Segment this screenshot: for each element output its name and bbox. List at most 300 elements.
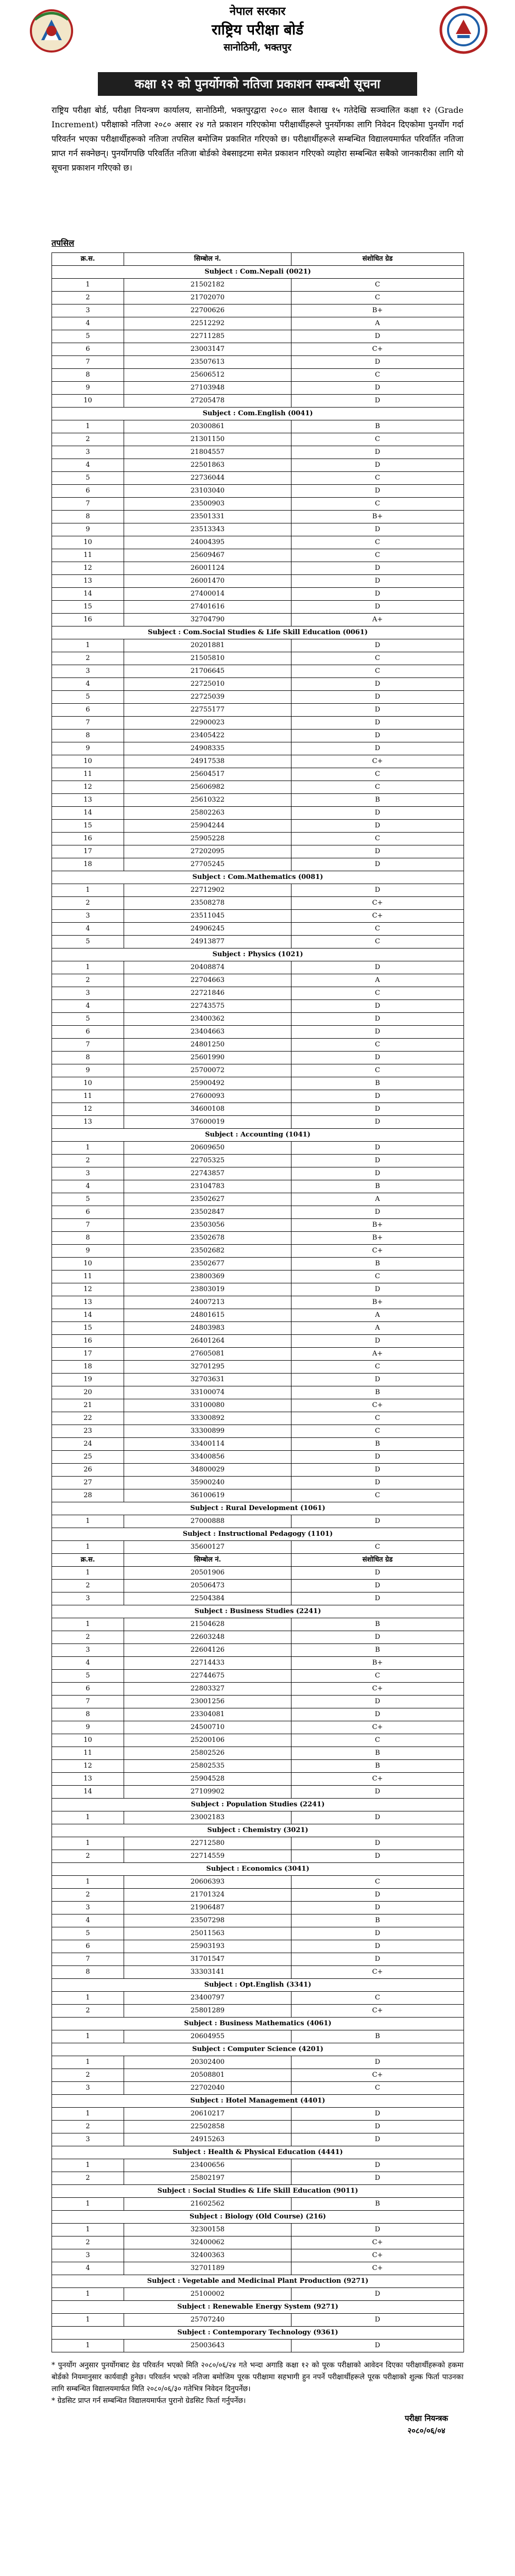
row-sn: 18 xyxy=(52,1361,124,1374)
row-symbol: 25606512 xyxy=(124,369,291,382)
table-row xyxy=(52,2030,464,2043)
row-grade: C xyxy=(291,1064,464,1077)
table-row xyxy=(52,1193,464,1206)
row-sn: 3 xyxy=(52,1902,124,1914)
row-sn: 14 xyxy=(52,1786,124,1799)
row-sn: 7 xyxy=(52,1953,124,1966)
row-sn: 1 xyxy=(52,2056,124,2069)
row-symbol: 25700072 xyxy=(124,1064,291,1077)
row-symbol: 35900240 xyxy=(124,1477,291,1489)
row-sn: 7 xyxy=(52,1696,124,1708)
row-symbol: 23511045 xyxy=(124,910,291,923)
row-grade: D xyxy=(291,1103,464,1116)
row-sn: 12 xyxy=(52,1760,124,1773)
table-row xyxy=(52,961,464,974)
row-grade: D xyxy=(291,1052,464,1064)
row-grade: B xyxy=(291,1644,464,1657)
row-sn: 1 xyxy=(52,2224,124,2236)
table-row xyxy=(52,1541,464,1554)
row-grade: C xyxy=(291,936,464,948)
row-grade: D xyxy=(291,1580,464,1592)
table-row xyxy=(52,1000,464,1013)
row-sn: 8 xyxy=(52,1708,124,1721)
table-row xyxy=(52,1090,464,1103)
row-symbol: 33300892 xyxy=(124,1412,291,1425)
row-sn: 10 xyxy=(52,1077,124,1090)
row-grade: D xyxy=(291,884,464,897)
header-sn: क्र.स. xyxy=(52,1554,124,1567)
table-row xyxy=(52,2172,464,2185)
row-grade: B+ xyxy=(291,1219,464,1232)
subject-heading: Subject : Hotel Management (4401) xyxy=(52,2095,464,2108)
table-row xyxy=(52,1876,464,1889)
subject-heading: Subject : Business Studies (2241) xyxy=(52,1605,464,1618)
table-row xyxy=(52,549,464,562)
row-sn: 1 xyxy=(52,1618,124,1631)
row-symbol: 21701324 xyxy=(124,1889,291,1902)
row-symbol: 26001124 xyxy=(124,562,291,575)
row-symbol: 20606393 xyxy=(124,1876,291,1889)
table-row xyxy=(52,1155,464,1167)
row-grade: B xyxy=(291,1438,464,1451)
row-grade: C+ xyxy=(291,1966,464,1979)
table-row xyxy=(52,2288,464,2301)
row-grade: C+ xyxy=(291,2069,464,2082)
row-sn: 6 xyxy=(52,1206,124,1219)
row-symbol: 23002183 xyxy=(124,1811,291,1824)
row-grade: D xyxy=(291,2133,464,2146)
row-grade: D xyxy=(291,382,464,395)
table-row xyxy=(52,317,464,330)
row-sn: 2 xyxy=(52,1155,124,1167)
row-symbol: 21502182 xyxy=(124,279,291,292)
row-sn: 15 xyxy=(52,1322,124,1335)
table-row xyxy=(52,1245,464,1258)
row-sn: 13 xyxy=(52,575,124,588)
table-row xyxy=(52,1180,464,1193)
table-row xyxy=(52,717,464,730)
row-symbol: 24803983 xyxy=(124,1322,291,1335)
row-symbol: 33300899 xyxy=(124,1425,291,1438)
row-symbol: 36100619 xyxy=(124,1489,291,1502)
row-symbol: 27400014 xyxy=(124,588,291,601)
row-symbol: 32300158 xyxy=(124,2224,291,2236)
row-sn: 13 xyxy=(52,794,124,807)
row-grade: C xyxy=(291,923,464,936)
row-grade: D xyxy=(291,1090,464,1103)
row-grade: A+ xyxy=(291,614,464,626)
row-symbol: 37600019 xyxy=(124,1116,291,1129)
row-symbol: 20501906 xyxy=(124,1567,291,1580)
table-row xyxy=(52,768,464,781)
row-grade: D xyxy=(291,2314,464,2327)
row-grade: D xyxy=(291,1927,464,1940)
header-sn: क्र.स. xyxy=(52,253,124,266)
row-symbol: 23400362 xyxy=(124,1013,291,1026)
row-symbol: 23513343 xyxy=(124,523,291,536)
table-row xyxy=(52,1850,464,1863)
row-symbol: 25905228 xyxy=(124,833,291,845)
subject-heading: Subject : Opt.English (3341) xyxy=(52,1979,464,1992)
row-grade: C xyxy=(291,369,464,382)
row-symbol: 23508278 xyxy=(124,897,291,910)
row-symbol: 20610217 xyxy=(124,2108,291,2121)
table-row xyxy=(52,304,464,317)
row-symbol: 25802263 xyxy=(124,807,291,820)
row-symbol: 22743857 xyxy=(124,1167,291,1180)
row-symbol: 32703631 xyxy=(124,1374,291,1386)
row-symbol: 22743575 xyxy=(124,1000,291,1013)
row-symbol: 33100080 xyxy=(124,1399,291,1412)
row-sn: 3 xyxy=(52,1167,124,1180)
row-sn: 5 xyxy=(52,1013,124,1026)
table-row xyxy=(52,1811,464,1824)
header-grade: संशोधित ग्रेड xyxy=(291,1554,464,1567)
table-row xyxy=(52,2133,464,2146)
row-symbol: 23502682 xyxy=(124,1245,291,1258)
row-sn: 2 xyxy=(52,974,124,987)
row-grade: C+ xyxy=(291,1399,464,1412)
row-grade: D xyxy=(291,1837,464,1850)
row-symbol: 26401264 xyxy=(124,1335,291,1348)
row-symbol: 22700626 xyxy=(124,304,291,317)
table-row xyxy=(52,1760,464,1773)
row-symbol: 24913877 xyxy=(124,936,291,948)
row-symbol: 25900492 xyxy=(124,1077,291,1090)
row-symbol: 33400856 xyxy=(124,1451,291,1464)
table-row xyxy=(52,1232,464,1245)
table-row xyxy=(52,1914,464,1927)
row-symbol: 21804557 xyxy=(124,446,291,459)
row-symbol: 24908335 xyxy=(124,742,291,755)
row-grade: B xyxy=(291,1386,464,1399)
row-symbol: 27600093 xyxy=(124,1090,291,1103)
row-symbol: 23001256 xyxy=(124,1696,291,1708)
row-symbol: 32704790 xyxy=(124,614,291,626)
row-grade: C xyxy=(291,1412,464,1425)
row-symbol: 23103040 xyxy=(124,485,291,498)
row-symbol: 20604955 xyxy=(124,2030,291,2043)
row-sn: 5 xyxy=(52,936,124,948)
row-sn: 11 xyxy=(52,1270,124,1283)
row-grade: D xyxy=(291,1000,464,1013)
table-row xyxy=(52,794,464,807)
row-sn: 1 xyxy=(52,420,124,433)
table-row xyxy=(52,923,464,936)
table-row xyxy=(52,485,464,498)
row-symbol: 25802526 xyxy=(124,1747,291,1760)
row-sn: 4 xyxy=(52,459,124,472)
row-sn: 1 xyxy=(52,1515,124,1528)
table-row xyxy=(52,2005,464,2018)
board-address: सानोठिमी, भक्तपुर xyxy=(224,42,291,53)
table-row xyxy=(52,781,464,794)
row-sn: 1 xyxy=(52,884,124,897)
row-sn: 15 xyxy=(52,820,124,833)
row-sn: 14 xyxy=(52,807,124,820)
row-sn: 17 xyxy=(52,1348,124,1361)
row-sn: 2 xyxy=(52,1631,124,1644)
table-row xyxy=(52,1013,464,1026)
row-symbol: 22744675 xyxy=(124,1670,291,1683)
row-sn: 1 xyxy=(52,1992,124,2005)
row-symbol: 20609650 xyxy=(124,1142,291,1155)
table-row xyxy=(52,2249,464,2262)
table-row xyxy=(52,1670,464,1683)
row-grade: C xyxy=(291,652,464,665)
table-row xyxy=(52,369,464,382)
table-row xyxy=(52,2108,464,2121)
row-grade: C xyxy=(291,1992,464,2005)
row-symbol: 22711285 xyxy=(124,330,291,343)
row-grade: D xyxy=(291,1592,464,1605)
row-symbol: 23104783 xyxy=(124,1180,291,1193)
row-symbol: 31701547 xyxy=(124,1953,291,1966)
row-sn: 2 xyxy=(52,897,124,910)
table-row xyxy=(52,562,464,575)
row-grade: C xyxy=(291,1039,464,1052)
row-sn: 10 xyxy=(52,395,124,408)
row-grade: D xyxy=(291,1902,464,1914)
row-symbol: 23405422 xyxy=(124,730,291,742)
row-sn: 20 xyxy=(52,1386,124,1399)
row-sn: 4 xyxy=(52,2262,124,2275)
row-symbol: 25904244 xyxy=(124,820,291,833)
row-symbol: 22736044 xyxy=(124,472,291,485)
row-grade: B xyxy=(291,794,464,807)
table-row xyxy=(52,691,464,704)
row-grade: C xyxy=(291,1876,464,1889)
row-sn: 5 xyxy=(52,472,124,485)
row-sn: 1 xyxy=(52,2314,124,2327)
table-header-row xyxy=(52,1554,464,1567)
subject-heading: Subject : Health & Physical Education (4441) xyxy=(52,2146,464,2159)
row-sn: 21 xyxy=(52,1399,124,1412)
table-row xyxy=(52,1721,464,1734)
subject-heading: Subject : Com.Social Studies & Life Skill Education (0061) xyxy=(52,626,464,639)
table-row xyxy=(52,1425,464,1438)
row-grade: C xyxy=(291,2082,464,2095)
table-row xyxy=(52,343,464,356)
row-grade: C xyxy=(291,768,464,781)
row-symbol: 24007213 xyxy=(124,1296,291,1309)
row-sn: 4 xyxy=(52,1657,124,1670)
row-grade: D xyxy=(291,1167,464,1180)
row-sn: 10 xyxy=(52,1734,124,1747)
row-grade: D xyxy=(291,1567,464,1580)
row-sn: 15 xyxy=(52,601,124,614)
row-sn: 1 xyxy=(52,1541,124,1554)
row-symbol: 20302400 xyxy=(124,2056,291,2069)
row-grade: C xyxy=(291,536,464,549)
table-row xyxy=(52,1142,464,1155)
row-symbol: 25606982 xyxy=(124,781,291,794)
results-table xyxy=(52,252,464,2352)
row-grade: D xyxy=(291,845,464,858)
row-sn: 16 xyxy=(52,1335,124,1348)
row-grade: D xyxy=(291,678,464,691)
table-row xyxy=(52,704,464,717)
row-symbol: 35600127 xyxy=(124,1541,291,1554)
row-grade: D xyxy=(291,459,464,472)
row-grade: D xyxy=(291,807,464,820)
table-row xyxy=(52,356,464,369)
row-symbol: 25100002 xyxy=(124,2288,291,2301)
row-sn: 1 xyxy=(52,1811,124,1824)
row-sn: 11 xyxy=(52,1747,124,1760)
table-row xyxy=(52,1026,464,1039)
row-sn: 1 xyxy=(52,1142,124,1155)
row-sn: 5 xyxy=(52,691,124,704)
row-sn: 5 xyxy=(52,1927,124,1940)
table-row xyxy=(52,1283,464,1296)
row-grade: D xyxy=(291,1786,464,1799)
table-row xyxy=(52,1708,464,1721)
row-symbol: 22721846 xyxy=(124,987,291,1000)
row-symbol: 22712580 xyxy=(124,1837,291,1850)
row-symbol: 33400114 xyxy=(124,1438,291,1451)
row-grade: D xyxy=(291,1206,464,1219)
row-symbol: 23507298 xyxy=(124,1914,291,1927)
table-row xyxy=(52,1309,464,1322)
table-row xyxy=(52,2082,464,2095)
row-sn: 7 xyxy=(52,498,124,511)
row-symbol: 22712902 xyxy=(124,884,291,897)
row-symbol: 20300861 xyxy=(124,420,291,433)
row-sn: 7 xyxy=(52,1039,124,1052)
table-row xyxy=(52,382,464,395)
table-row xyxy=(52,1258,464,1270)
row-sn: 5 xyxy=(52,330,124,343)
table-row xyxy=(52,1644,464,1657)
row-symbol: 22603248 xyxy=(124,1631,291,1644)
row-sn: 13 xyxy=(52,1296,124,1309)
row-grade: D xyxy=(291,588,464,601)
row-grade: D xyxy=(291,523,464,536)
table-row xyxy=(52,420,464,433)
table-row xyxy=(52,1296,464,1309)
row-symbol: 23003147 xyxy=(124,343,291,356)
table-row xyxy=(52,292,464,304)
row-sn: 2 xyxy=(52,2172,124,2185)
row-sn: 5 xyxy=(52,1670,124,1683)
row-symbol: 23502677 xyxy=(124,1258,291,1270)
row-grade: D xyxy=(291,1515,464,1528)
row-sn: 2 xyxy=(52,2236,124,2249)
subject-heading: Subject : Social Studies & Life Skill Education (9011) xyxy=(52,2185,464,2198)
header xyxy=(0,0,515,70)
row-grade: D xyxy=(291,2121,464,2133)
subject-heading: Subject : Vegetable and Medicinal Plant Production (9271) xyxy=(52,2275,464,2288)
table-row xyxy=(52,472,464,485)
row-sn: 1 xyxy=(52,639,124,652)
table-row xyxy=(52,446,464,459)
row-grade: D xyxy=(291,356,464,369)
row-sn: 9 xyxy=(52,1064,124,1077)
row-symbol: 27103948 xyxy=(124,382,291,395)
row-grade: A xyxy=(291,317,464,330)
row-sn: 6 xyxy=(52,1026,124,1039)
table-row xyxy=(52,974,464,987)
row-grade: B xyxy=(291,1914,464,1927)
table-row xyxy=(52,678,464,691)
subject-heading: Subject : Computer Science (4201) xyxy=(52,2043,464,2056)
table-row xyxy=(52,1837,464,1850)
row-sn: 3 xyxy=(52,2082,124,2095)
row-symbol: 21906487 xyxy=(124,1902,291,1914)
table-row xyxy=(52,936,464,948)
table-row xyxy=(52,665,464,678)
row-symbol: 20201881 xyxy=(124,639,291,652)
row-grade: D xyxy=(291,2159,464,2172)
row-symbol: 22512292 xyxy=(124,317,291,330)
row-grade: D xyxy=(291,562,464,575)
row-symbol: 26001470 xyxy=(124,575,291,588)
row-grade: D xyxy=(291,2172,464,2185)
table-row xyxy=(52,1219,464,1232)
row-grade: C xyxy=(291,549,464,562)
row-symbol: 20508801 xyxy=(124,2069,291,2082)
row-grade: D xyxy=(291,742,464,755)
row-grade: C xyxy=(291,498,464,511)
table-row xyxy=(52,1515,464,1528)
row-sn: 2 xyxy=(52,2005,124,2018)
row-symbol: 22704663 xyxy=(124,974,291,987)
row-symbol: 25802197 xyxy=(124,2172,291,2185)
table-row xyxy=(52,845,464,858)
row-sn: 9 xyxy=(52,1245,124,1258)
header-grade: संशोधित ग्रेड xyxy=(291,253,464,266)
table-row xyxy=(52,1412,464,1425)
row-grade: B xyxy=(291,1258,464,1270)
table-row xyxy=(52,1966,464,1979)
table-row xyxy=(52,2121,464,2133)
table-row xyxy=(52,833,464,845)
govt-name: नेपाल सरकार xyxy=(229,5,286,18)
row-symbol: 23502627 xyxy=(124,1193,291,1206)
row-grade: B+ xyxy=(291,511,464,523)
row-grade: B xyxy=(291,1077,464,1090)
row-symbol: 22803327 xyxy=(124,1683,291,1696)
row-grade: A xyxy=(291,1309,464,1322)
row-grade: B+ xyxy=(291,1657,464,1670)
row-grade: D xyxy=(291,1850,464,1863)
row-sn: 2 xyxy=(52,2069,124,2082)
row-symbol: 23400797 xyxy=(124,1992,291,2005)
row-symbol: 22702040 xyxy=(124,2082,291,2095)
row-sn: 1 xyxy=(52,2108,124,2121)
row-sn: 2 xyxy=(52,1580,124,1592)
table-row xyxy=(52,1451,464,1464)
row-sn: 9 xyxy=(52,742,124,755)
row-symbol: 33303141 xyxy=(124,1966,291,1979)
row-symbol: 23507613 xyxy=(124,356,291,369)
row-sn: 1 xyxy=(52,2198,124,2211)
row-sn: 26 xyxy=(52,1464,124,1477)
subject-heading: Subject : Renewable Energy System (9271) xyxy=(52,2301,464,2314)
row-grade: D xyxy=(291,1142,464,1155)
table-row xyxy=(52,1773,464,1786)
row-grade: C xyxy=(291,279,464,292)
row-sn: 13 xyxy=(52,1116,124,1129)
row-symbol: 34800029 xyxy=(124,1464,291,1477)
row-grade: D xyxy=(291,858,464,871)
notice-title: कक्षा १२ को पुनर्योगको नतिजा प्रकाशन सम्बन्धी सूचना xyxy=(98,72,417,96)
row-sn: 1 xyxy=(52,961,124,974)
table-row xyxy=(52,1361,464,1374)
row-grade: D xyxy=(291,485,464,498)
row-sn: 3 xyxy=(52,665,124,678)
